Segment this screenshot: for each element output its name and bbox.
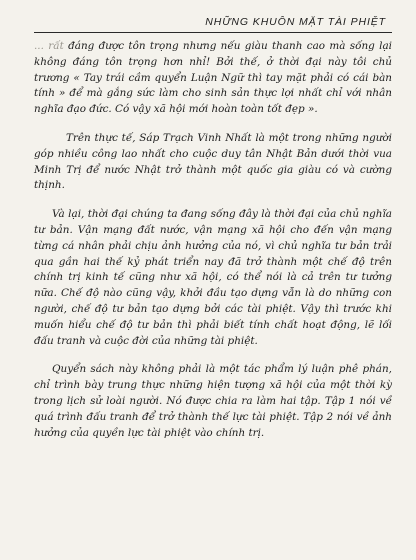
running-head: NHỮNG KHUÔN MẶT TÀI PHIỆT xyxy=(205,16,386,28)
faded-lead-text: ... rất xyxy=(34,40,64,52)
paragraph-4: Quyển sách này không phải là một tác phẩm lý luận phê phán, chỉ trình bày trung thực những hiện tượng xã hội của một thời kỳ trong lịch sử loài người. Nó được chia ra làm hai tập. Tập 1 nói về quá trình đấu tranh để trở thành thế lực tài phiệt. Tập 2 nói về ảnh hưởng của quyền lực tài phiệt vào chính trị. xyxy=(34,363,392,439)
paragraph-1 xyxy=(34,39,392,118)
paragraph-2: Trên thực tế, Sáp Trạch Vinh Nhất là một trong những người góp nhiều công lao nhất cho cuộc duy tân Nhật Bản dưới thời vua Minh Trị để nước Nhật trở thành một quốc gia giàu có và cường thịnh. xyxy=(34,131,392,192)
paragraph-3: Và lại, thời đại chúng ta đang sống đây là thời đại của chủ nghĩa tư bản. Vận mạng đất nước, vận mạng xã hội cho đến vận mạng từng cá nhân phải chịu ảnh hưởng của nó, vì chủ nghĩa tư bản trải qua gần hai thế kỷ phát triển nay đã trở thành một chế độ trên chính trị kinh tế cũng như xã hội, có thể nói là cả trên tư tưởng nữa. Chế độ nào cũng vậy, khởi đầu tạo dựng vẫn là do những con người, chế độ tư bản tạo dựng bởi các tài phiệt. Vậy thì trước khi muốn hiểu chế độ tư bản thì phải biết tính chất hoạt động, lẽ lối đấu tranh và cuộc đời của những tài phiệt. xyxy=(34,208,392,347)
header-rule xyxy=(34,32,392,33)
paragraph-1-text: đáng được tôn trọng nhưng nếu giàu thanh cao mà sống lại không đáng tôn trọng hơn nhỉ! Bởi thế, ở thời đại này tôi chủ trương « Tay trái cầm quyển Luận Ngữ thì tay mặt phải có cái bàn tính » để mà gắng sức làm cho sinh sản thực lợi nhất chỉ với nhân nghĩa đạo đức. Có vậy xã hội mới hoàn toàn tốt đẹp ». xyxy=(34,40,392,116)
body-text xyxy=(34,39,392,441)
